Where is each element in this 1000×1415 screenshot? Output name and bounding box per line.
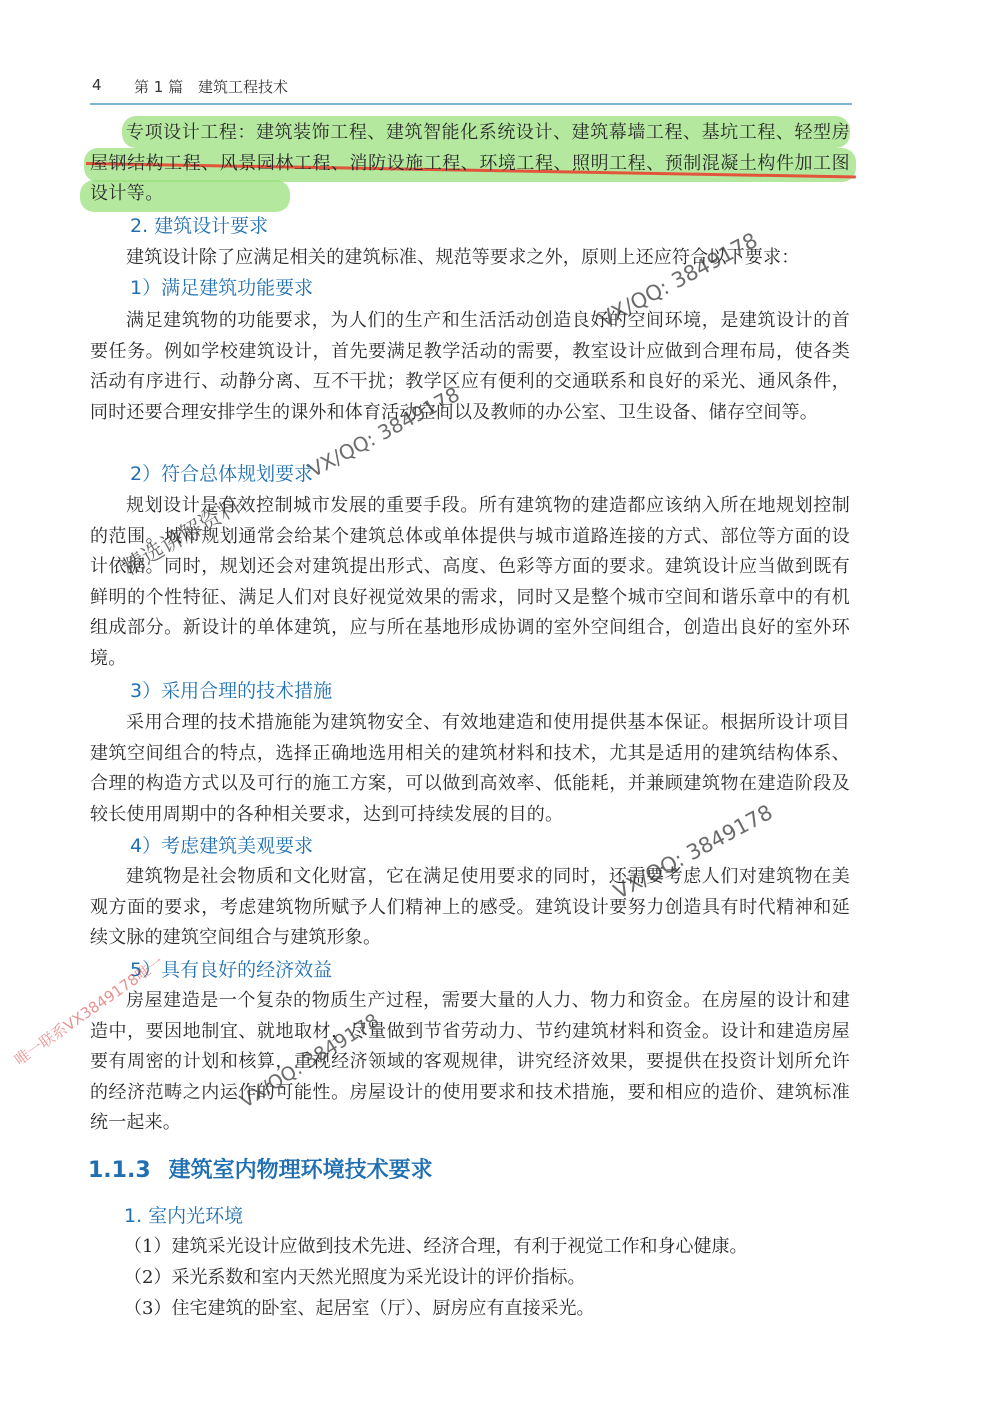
item-heading: 1）满足建筑功能要求 [130,277,314,299]
item-heading: 2）符合总体规划要求 [130,463,314,485]
list-item: （1）建筑采光设计应做到技术先进、经济合理，有利于视觉工作和身心健康。 [124,1236,748,1257]
list-item: （2）采光系数和室内天然光照度为采光设计的评价指标。 [124,1267,586,1288]
header-rule [90,103,852,105]
watermark: 唯一联系VX3849178唯一 [11,952,167,1070]
item-heading: 4）考虑建筑美观要求 [130,835,314,857]
subsection-heading [88,1153,433,1184]
item-paragraph: 采用合理的技术措施能为建筑物安全、有效地建造和使用提供基本保证。根据所设计项目建筑空间组合的特点，选择正确地选用相关的建筑材料和技术，尤其是适用的建筑结构体系、合理的构造方式以及可行的施工方案，可以做到高效率、低能耗，并兼顾建筑物在建造阶段及较长使用周期中的各种相关要求，达到可持续发展的目的。 [90,712,850,825]
section-heading: 2. 建筑设计要求 [130,215,269,237]
watermark: VX/QQ: 3849178 [594,228,762,332]
item-heading: 5）具有良好的经济效益 [130,959,333,981]
item-paragraph: 规划设计是有效控制城市发展的重要手段。所有建筑物的建造都应该纳入所在地规划控制的范围。城市规划通常会给某个建筑总体或单体提供与城市道路连接的方式、部位等方面的设计依据。同时，规划还会对建筑提出形式、高度、色彩等方面的要求。建筑设计应当做到既有鲜明的个性特征、满足人们对良好视觉效果的需求，同时又是整个城市空间和谐乐章中的有机组成部分。新设计的单体建筑，应与所在基地形成协调的室外空间组合，创造出良好的室外环境。 [90,495,850,669]
watermark: VX/QQ: 3849178 [304,382,464,482]
item-paragraph: 房屋建造是一个复杂的物质生产过程，需要大量的人力、物力和资金。在房屋的设计和建造中，要因地制宜、就地取材，尽量做到节省劳动力、节约建筑材料和资金。设计和建造房屋要有周密的计划和核算，重视经济领域的客观规律，讲究经济效果，要提供在投资计划所允许的经济范畴之内运作的可能性。房屋设计的使用要求和技术措施，要和相应的造价、建筑标准统一起来。 [90,990,850,1133]
page-header [92,76,852,102]
item-paragraph: 满足建筑物的功能要求，为人们的生产和生活活动创造良好的空间环境，是建筑设计的首要任务。例如学校建筑设计，首先要满足教学活动的需要，教室设计应做到合理布局，使各类活动有序进行、动静分离、互不干扰；教学区应有便利的交通联系和良好的采光、通风条件，同时还要合理安排学生的课外和体育活动空间以及教师的办公室、卫生设备、储存空间等。 [90,310,850,423]
watermark: 精选讲解资料 [118,493,246,582]
item-heading: 3）采用合理的技术措施 [130,680,333,702]
intro-paragraph: 专项设计工程：建筑装饰工程、建筑智能化系统设计、建筑幕墙工程、基坑工程、轻型房屋钢结构工程、风景园林工程、消防设施工程、环境工程、照明工程、预制混凝土构件加工图设计等。 [90,122,850,204]
watermark: VX/QQ: 3849178 [236,1009,384,1113]
section-heading: 1. 室内光环境 [124,1205,244,1227]
page-number: 4 [92,76,102,94]
subsection-title: 建筑室内物理环境技术要求 [168,1158,433,1183]
list-item: （3）住宅建筑的卧室、起居室（厅）、厨房应有直接采光。 [124,1298,595,1319]
section-label: 建筑工程技术 [198,78,289,96]
part-label: 第 1 篇 [134,78,184,96]
watermark: VX/QQ: 3849178 [609,800,777,904]
item-paragraph: 建筑物是社会物质和文化财富，它在满足使用要求的同时，还需要考虑人们对建筑物在美观方面的要求，考虑建筑物所赋予人们精神上的感受。建筑设计要努力创造具有时代精神和延续文脉的建筑空间组合与建筑形象。 [90,866,850,948]
subsection-number: 1.1.3 [88,1158,151,1183]
section-lead: 建筑设计除了应满足相关的建筑标准、规范等要求之外，原则上还应符合以下要求： [126,247,800,268]
